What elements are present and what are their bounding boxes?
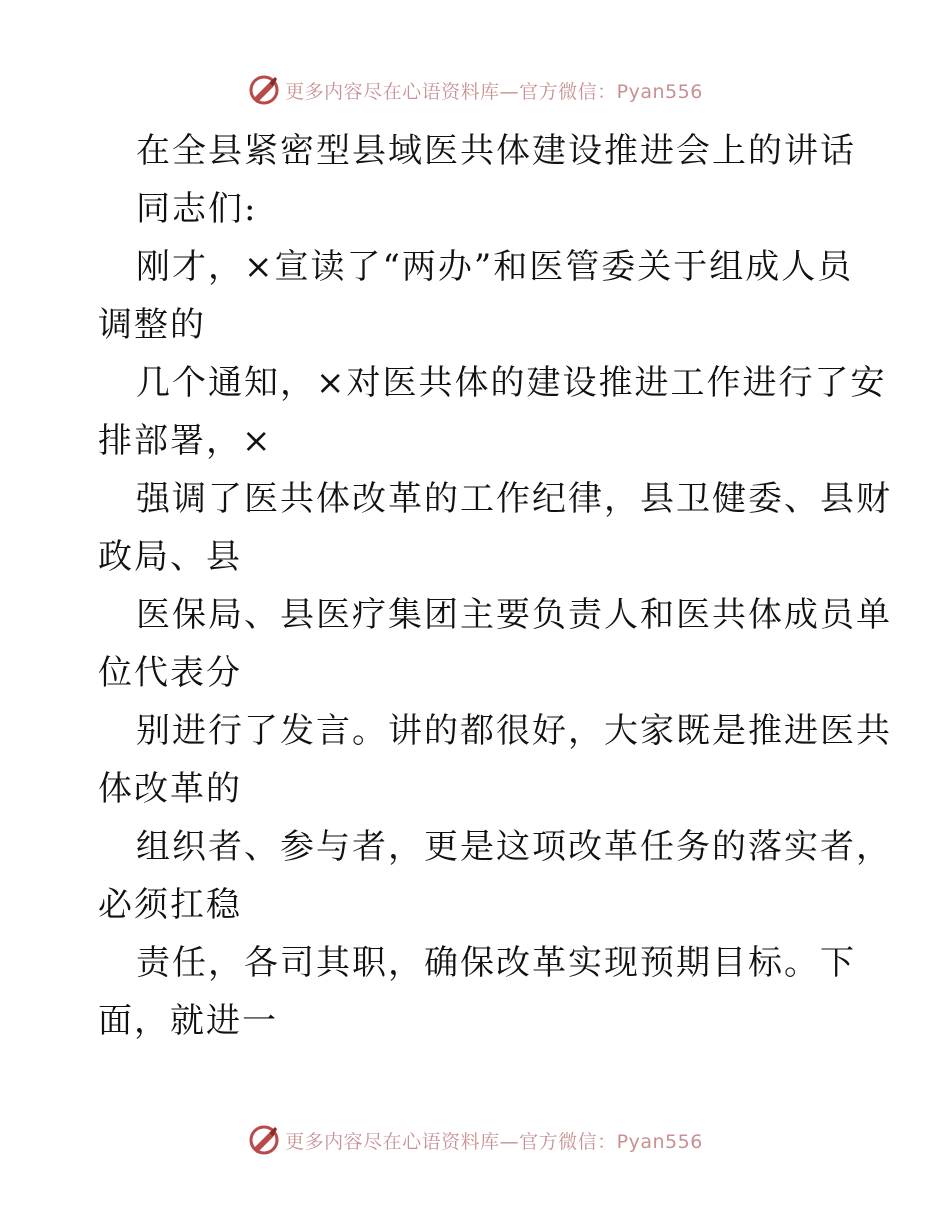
text-line: 组织者、参与者，更是这项改革任务的落实者，	[136, 827, 892, 867]
text-line: 调整的	[98, 305, 206, 345]
text-line: 别进行了发言。讲的都很好，大家既是推进医共	[136, 711, 892, 751]
header-watermark	[0, 70, 950, 110]
pen-circle-logo-icon	[247, 1123, 281, 1157]
watermark-text: 更多内容尽在心语资料库—官方微信：Pyan556	[285, 1130, 703, 1153]
text-line: 刚才，×宣读了“两办”和医管委关于组成人员	[136, 247, 854, 287]
text-line: 几个通知，×对医共体的建设推进工作进行了安	[136, 363, 887, 403]
text-line: 同志们:	[136, 189, 258, 229]
text-line: 排部署，×	[98, 421, 273, 461]
pen-circle-logo-icon	[247, 73, 281, 107]
watermark-text: 更多内容尽在心语资料库—官方微信：Pyan556	[285, 80, 703, 103]
text-line: 政局、县	[98, 537, 242, 577]
footer-watermark	[0, 1120, 950, 1160]
text-line: 必须扛稳	[98, 885, 242, 925]
document-body	[98, 122, 892, 1050]
text-line: 责任，各司其职，确保改革实现预期目标。下	[136, 943, 856, 983]
document-title: 在全县紧密型县域医共体建设推进会上的讲话	[136, 131, 856, 171]
text-line: 强调了医共体改革的工作纪律，县卫健委、县财	[136, 479, 892, 519]
text-line: 位代表分	[98, 653, 242, 693]
text-line: 医保局、县医疗集团主要负责人和医共体成员单	[136, 595, 892, 635]
text-line: 体改革的	[98, 769, 242, 809]
text-line: 面，就进一	[98, 1001, 278, 1041]
